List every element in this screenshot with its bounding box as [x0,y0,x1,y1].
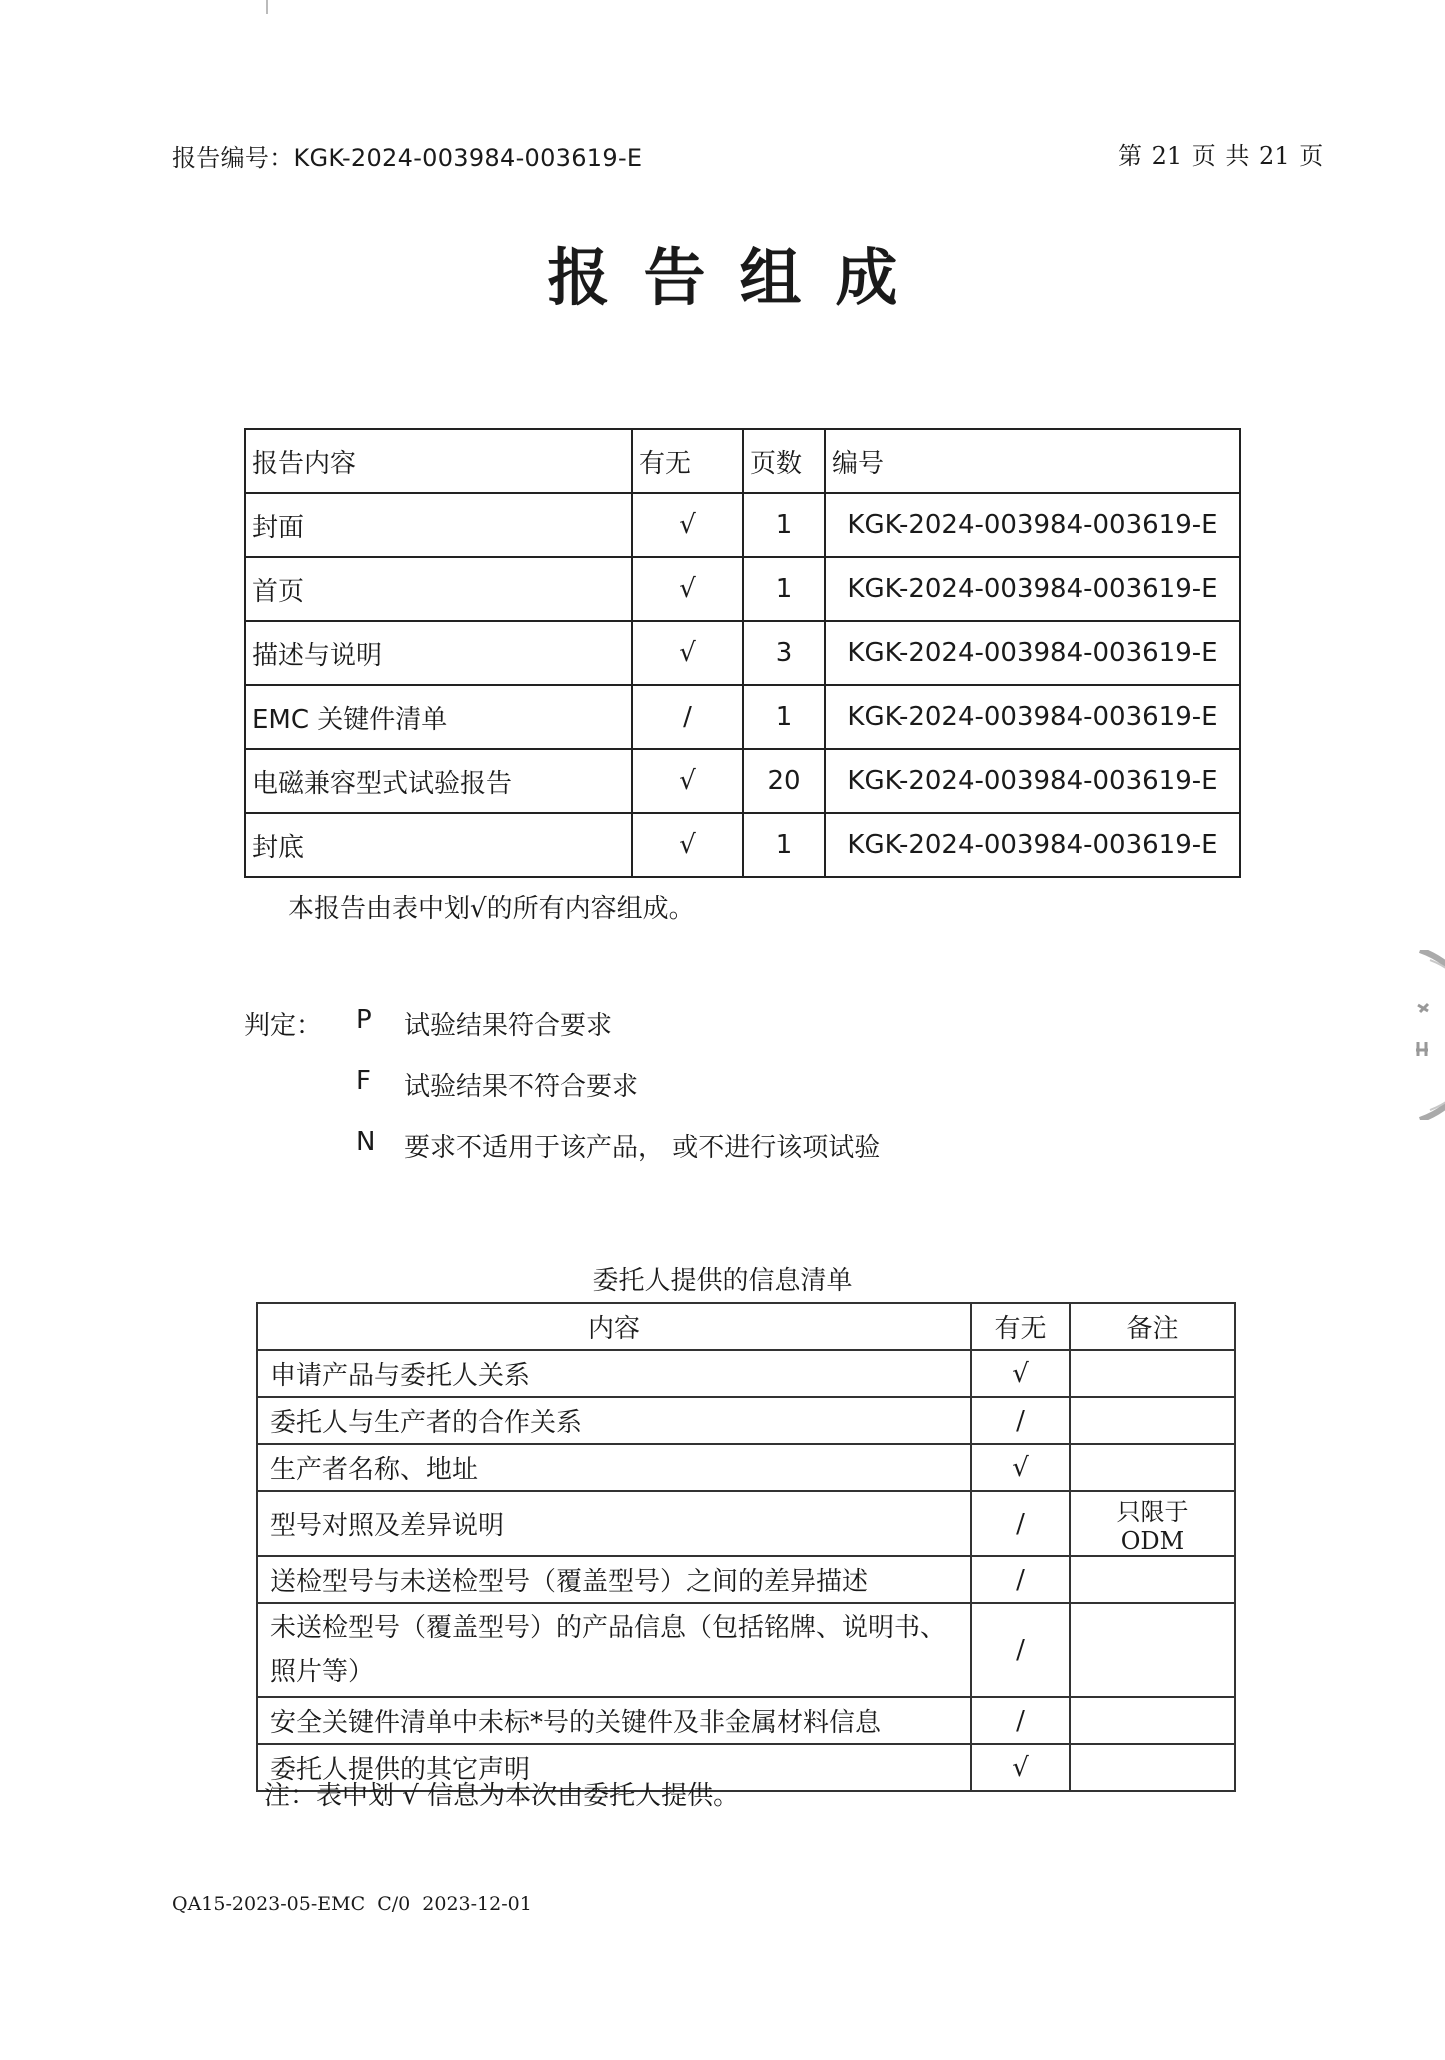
number-cell: KGK-2024-003984-003619-E [825,685,1240,749]
table-row [257,1397,1235,1444]
table-row [245,493,1240,557]
table-header-row [245,429,1240,493]
revision: C/0 [377,1893,411,1915]
page-info: 第 21 页 共 21 页 [1118,142,1324,170]
table-header-row [257,1303,1235,1350]
present-cell: / [971,1697,1070,1744]
header-cell: 编号 [825,429,1240,493]
table-row [257,1603,1235,1697]
number-cell: KGK-2024-003984-003619-E [825,493,1240,557]
content-cell: 型号对照及差异说明 [257,1491,971,1556]
remark-cell [1070,1744,1235,1791]
footer [172,1893,532,1915]
content-cell: 描述与说明 [245,621,632,685]
remark-cell: 只限于 ODM [1070,1491,1235,1556]
present-cell: / [632,685,743,749]
remark-cell [1070,1350,1235,1397]
present-cell: √ [632,557,743,621]
verdict-text-f: 试验结果不符合要求 [404,1072,639,1102]
remark-cell [1070,1444,1235,1491]
number-cell: KGK-2024-003984-003619-E [825,557,1240,621]
report-number: 报告编号：KGK-2024-003984-003619-E [172,144,643,172]
verdict-text-n: 要求不适用于该产品， 或不进行该项试验 [404,1133,881,1163]
present-cell: √ [971,1744,1070,1791]
present-cell: √ [632,813,743,877]
client-info-caption: 委托人提供的信息清单 [592,1266,853,1296]
header-cell: 有无 [971,1303,1070,1350]
content-cell: 申请产品与委托人关系 [257,1350,971,1397]
present-cell: / [971,1397,1070,1444]
client-info-table [256,1302,1236,1792]
table-row [245,557,1240,621]
table-row [245,621,1240,685]
header-cell: 报告内容 [245,429,632,493]
table-row [257,1444,1235,1491]
present-cell: / [971,1556,1070,1603]
verdict-code-n: N [356,1127,376,1157]
pages-cell: 1 [743,557,825,621]
content-cell: 首页 [245,557,632,621]
pages-cell: 1 [743,813,825,877]
verdict-code-p: P [356,1005,372,1035]
present-cell: √ [632,621,743,685]
table-row [245,685,1240,749]
pages-cell: 1 [743,493,825,557]
remark-cell [1070,1697,1235,1744]
present-cell: √ [971,1444,1070,1491]
table-row [257,1697,1235,1744]
header-cell: 内容 [257,1303,971,1350]
present-cell: √ [632,493,743,557]
present-cell: / [971,1491,1070,1556]
number-cell: KGK-2024-003984-003619-E [825,813,1240,877]
present-cell: √ [971,1350,1070,1397]
footer-date: 2023-12-01 [422,1893,532,1915]
table-row [257,1491,1235,1556]
content-cell: 委托人提供的其它声明 [257,1744,971,1791]
verdict-label: 判定： [244,1011,323,1041]
header-cell: 有无 [632,429,743,493]
content-cell: 封面 [245,493,632,557]
scan-mark [266,0,268,14]
client-info-note: 注：表中划 √ 信息为本次由委托人提供。 [264,1781,740,1811]
content-cell: 封底 [245,813,632,877]
content-cell: 安全关键件清单中未标*号的关键件及非金属材料信息 [257,1697,971,1744]
table-row [245,749,1240,813]
content-cell: 电磁兼容型式试验报告 [245,749,632,813]
content-cell: 委托人与生产者的合作关系 [257,1397,971,1444]
partial-seal-icon [1410,950,1445,1120]
remark-cell [1070,1556,1235,1603]
number-cell: KGK-2024-003984-003619-E [825,749,1240,813]
present-cell: / [971,1603,1070,1697]
form-code: QA15-2023-05-EMC [172,1893,366,1915]
pages-cell: 1 [743,685,825,749]
table-row [257,1350,1235,1397]
verdict-text-p: 试验结果符合要求 [404,1011,613,1041]
number-cell: KGK-2024-003984-003619-E [825,621,1240,685]
content-cell: 未送检型号（覆盖型号）的产品信息（包括铭牌、说明书、照片等） [257,1603,971,1697]
present-cell: √ [632,749,743,813]
content-cell: EMC 关键件清单 [245,685,632,749]
header-cell: 页数 [743,429,825,493]
content-cell: 生产者名称、地址 [257,1444,971,1491]
pages-cell: 20 [743,749,825,813]
table-row [245,813,1240,877]
pages-cell: 3 [743,621,825,685]
table-row [257,1556,1235,1603]
verdict-code-f: F [356,1066,371,1096]
composition-note: 本报告由表中划√的所有内容组成。 [288,894,695,924]
header-cell: 备注 [1070,1303,1235,1350]
content-cell: 送检型号与未送检型号（覆盖型号）之间的差异描述 [257,1556,971,1603]
remark-cell [1070,1603,1235,1697]
page-title: 报告组成 [547,241,932,314]
composition-table [244,428,1241,878]
remark-cell [1070,1397,1235,1444]
